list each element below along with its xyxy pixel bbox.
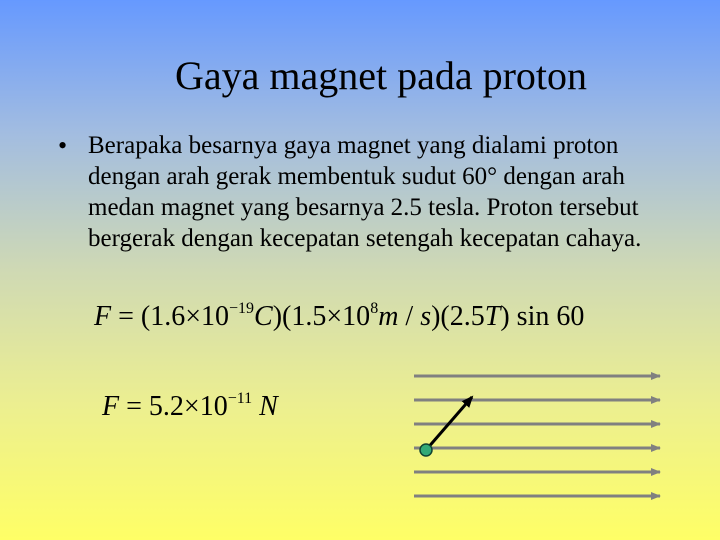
force-equation (94, 300, 584, 334)
eq1-exponent-velocity: 8 (370, 300, 379, 317)
eq1-exponent-charge: −19 (229, 300, 255, 317)
proton-icon (420, 444, 432, 456)
eq2-exponent: −11 (227, 390, 253, 407)
eq2-force-symbol: F (102, 391, 120, 422)
eq1-coulomb-unit: C (254, 301, 273, 332)
eq2-newton-unit: N (259, 391, 278, 422)
eq1-part-d: ) sin 60 (500, 301, 585, 332)
force-result-equation (102, 390, 278, 424)
magnetic-field-diagram (400, 362, 670, 512)
eq1-part-c: )(2.5 (431, 301, 485, 332)
eq2-value: = 5.2×10 (119, 391, 228, 422)
eq1-second-unit: s (420, 301, 432, 332)
slide-title: Gaya magnet pada proton (174, 53, 588, 98)
eq1-force-symbol: F (94, 301, 112, 332)
bullet-item (58, 130, 658, 254)
bullet-icon: • (58, 131, 68, 160)
eq1-meter-unit: m (378, 301, 399, 332)
bullet-text: Berapaka besarnya gaya magnet yang dialami proton dengan arah gerak membentuk sudut 60° dengan arah medan magnet yang besarnya 2.5 tesla. Proton tersebut bergerak dengan kecepatan setengah kecepatan cahaya. (88, 132, 642, 252)
eq1-tesla-unit: T (484, 301, 501, 332)
eq1-slash: / (398, 301, 421, 332)
eq1-part-a: = (1.6×10 (111, 301, 230, 332)
eq1-part-b: )(1.5×10 (272, 301, 371, 332)
